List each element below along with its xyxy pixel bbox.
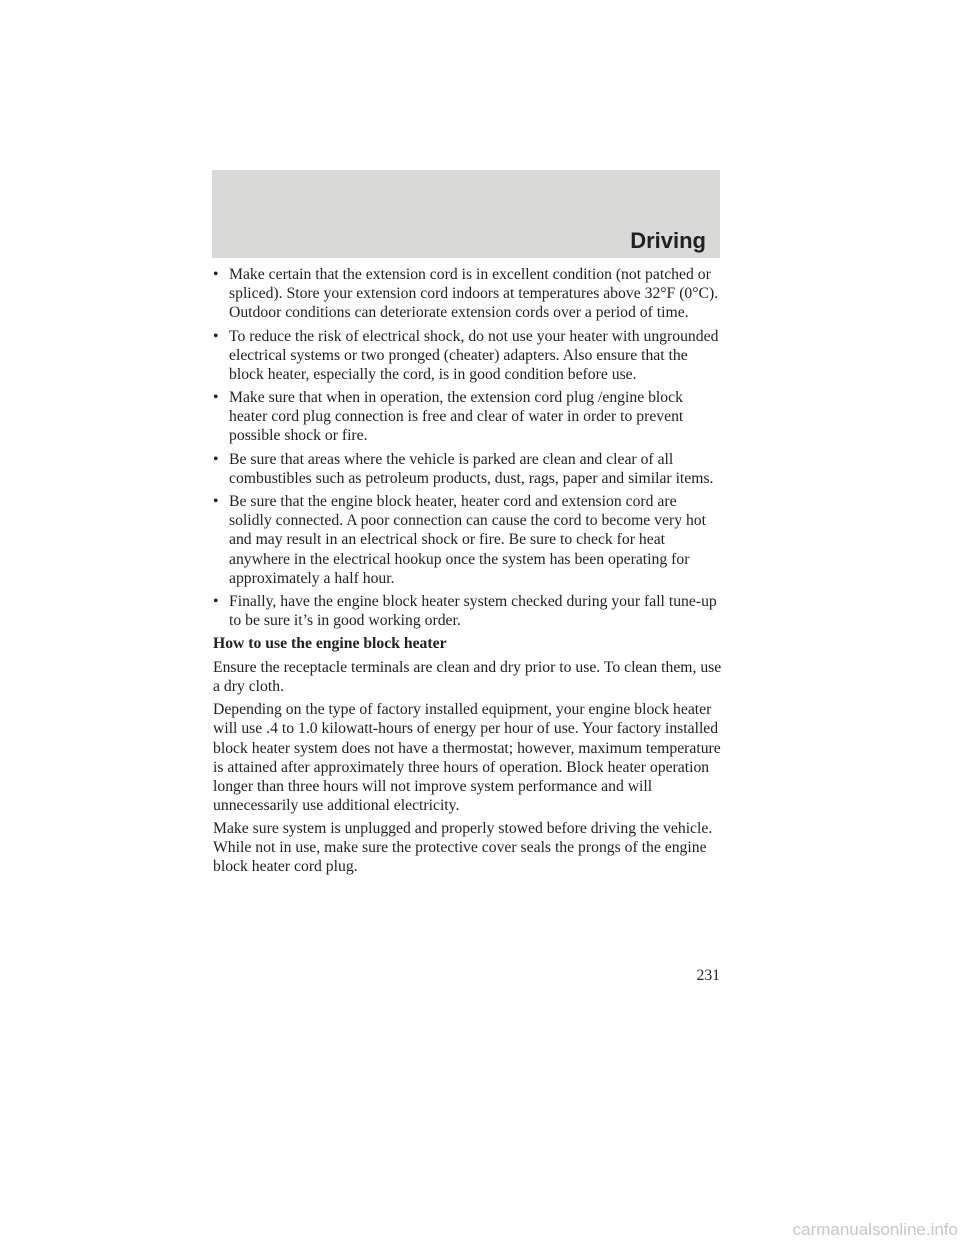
list-item [213, 592, 723, 630]
paragraph: Make sure system is unplugged and properly stowed before driving the vehicle. While not in use, make sure the protective cover seals the prongs of the engine block heater cord plug. [213, 820, 713, 876]
bullet-text: Make sure that when in operation, the extension cord plug /engine block heater cord plug connection is free and clear of water in order to prevent possible shock or fire. [229, 389, 684, 445]
list-item [213, 492, 723, 587]
watermark: carmanualsonline.info [792, 1220, 958, 1239]
bullet-text: Finally, have the engine block heater system checked during your fall tune-up to be sure it’s in good working order. [229, 592, 717, 630]
section-header-band [212, 170, 720, 258]
bullet-icon: • [213, 592, 219, 610]
subheading: How to use the engine block heater [213, 635, 447, 653]
bullet-text: Be sure that areas where the vehicle is parked are clean and clear of all combustibles such as petroleum products, dust, rags, paper and similar items. [229, 450, 714, 487]
bullet-icon: • [213, 327, 219, 345]
section-title: Driving [630, 228, 706, 253]
bullet-text: Make certain that the extension cord is in excellent condition (not patched or spliced). Store your extension cord indoors at temperatures above 32°F (0°C). Outdoor conditions can deteriorate extension cords over a period of time. [229, 266, 719, 322]
paragraph: Depending on the type of factory installed equipment, your engine block heater will use .4 to 1.0 kilowatt-hours of energy per hour of use. Your factory installed block heater system does not have a thermostat; however, maximum temperature is attained after approximately three hours of operation. Block heater operation longer than three hours will not improve system performance and will unnecessarily use additional electricity. [213, 701, 721, 814]
bullet-text: Be sure that the engine block heater, heater cord and extension cord are solidly connected. A poor connection can cause the cord to become very hot and may result in an electrical shock or fire. Be sure to check for heat anywhere in the electrical hookup once the system has been operating for approximately a half hour. [229, 493, 707, 587]
bullet-icon: • [213, 266, 219, 283]
page-number: 231 [696, 967, 720, 984]
bullet-text: To reduce the risk of electrical shock, do not use your heater with ungrounded electrical systems or two pronged (cheater) adapters. Also ensure that the block heater, especially the cord, is in good condition before use. [229, 327, 719, 383]
bullet-icon: • [213, 493, 219, 511]
paragraph: Ensure the receptacle terminals are clean and dry prior to use. To clean them, use a dry cloth. [213, 658, 722, 695]
list-item [213, 450, 723, 488]
bullet-icon: • [213, 450, 219, 468]
bullet-icon: • [213, 389, 219, 407]
bullet-list [213, 265, 723, 630]
list-item [213, 265, 723, 322]
list-item [213, 327, 723, 384]
list-item [213, 388, 723, 445]
page-content [213, 265, 723, 881]
